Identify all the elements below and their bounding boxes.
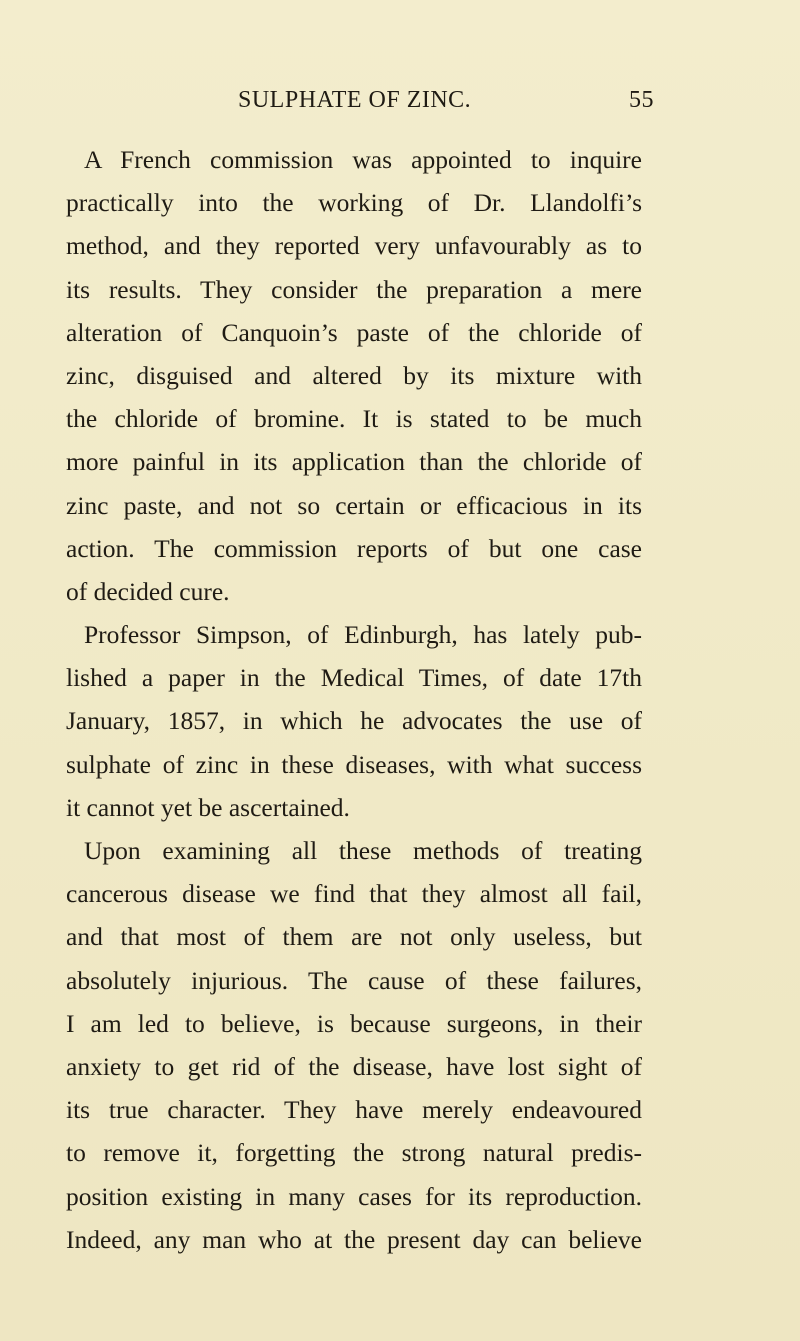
- text-line: practically into the working of Dr. Llandolfi’s: [66, 188, 642, 218]
- text-line: cancerous disease we find that they almost all fail,: [66, 879, 642, 909]
- text-line: January, 1857, in which he advocates the use of: [66, 706, 642, 736]
- text-line: alteration of Canquoin’s paste of the chloride of: [66, 317, 642, 347]
- text-line: zinc, disguised and altered by its mixture with: [66, 360, 642, 390]
- page-number: 55: [629, 87, 654, 113]
- text-line: Indeed, any man who at the present day can believe: [66, 1224, 642, 1254]
- text-line: its true character. They have merely endeavoured: [66, 1095, 642, 1125]
- text-line: I am led to believe, is because surgeons, in their: [66, 1008, 642, 1038]
- text-line: Professor Simpson, of Edinburgh, has lately pub-: [84, 620, 642, 650]
- text-line: sulphate of zinc in these diseases, with what success: [66, 749, 642, 779]
- text-line: its results. They consider the preparation a mere: [66, 274, 642, 304]
- body-text: [66, 138, 642, 1261]
- text-line: A French commission was appointed to inquire: [84, 145, 642, 174]
- text-line: of decided cure.: [66, 576, 230, 606]
- text-line: and that most of them are not only useless, but: [66, 922, 642, 952]
- text-line: more painful in its application than the chloride of: [66, 447, 642, 477]
- text-line: absolutely injurious. The cause of these failures,: [66, 965, 642, 995]
- text-line: to remove it, forgetting the strong natural predis-: [66, 1138, 642, 1168]
- text-line: lished a paper in the Medical Times, of date 17th: [66, 663, 642, 693]
- running-head: [238, 87, 654, 117]
- running-title: SULPHATE OF ZINC.: [238, 87, 472, 113]
- text-line: position existing in many cases for its reproduction.: [66, 1181, 642, 1211]
- text-line: method, and they reported very unfavourably as to: [66, 231, 642, 261]
- text-line: it cannot yet be ascertained.: [66, 792, 350, 822]
- text-line: Upon examining all these methods of treating: [84, 836, 642, 865]
- text-line: zinc paste, and not so certain or efficacious in its: [66, 490, 642, 520]
- text-line: action. The commission reports of but one case: [66, 533, 642, 563]
- text-line: the chloride of bromine. It is stated to be much: [66, 404, 642, 434]
- text-line: anxiety to get rid of the disease, have lost sight of: [66, 1051, 642, 1081]
